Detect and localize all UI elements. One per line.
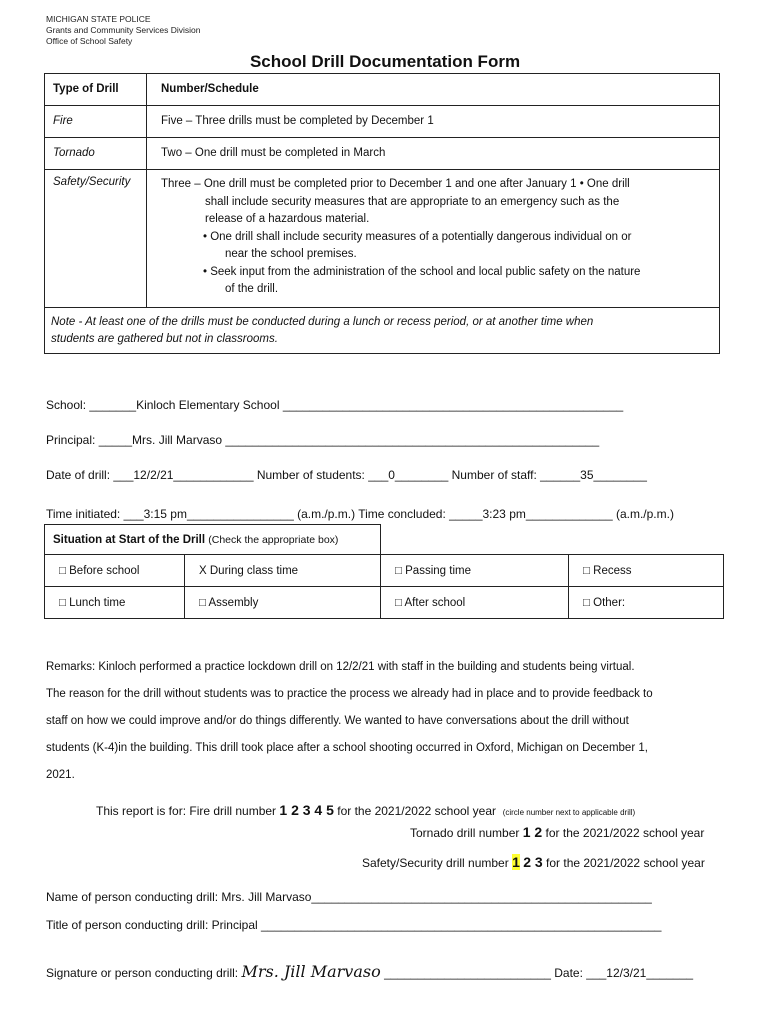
tornado-drill-report xyxy=(410,824,704,840)
tornado-row xyxy=(45,138,720,170)
security-text-line: near the school premises. xyxy=(225,248,357,260)
note-row xyxy=(45,308,720,354)
school-field[interactable]: School: _______Kinloch Elementary School ___________________________________________________ xyxy=(46,398,624,412)
form-title: School Drill Documentation Form xyxy=(249,52,521,71)
drill-note xyxy=(45,308,720,354)
security-bullet: • One drill shall include security measures of a potentially dangerous individual on or xyxy=(203,230,632,243)
after-school-checkbox[interactable]: □ After school xyxy=(381,587,569,619)
note-line: Note - At least one of the drills must be conducted during a lunch or recess period, or at another time when xyxy=(51,316,594,328)
passing-time-checkbox[interactable]: □ Passing time xyxy=(381,555,569,587)
tornado-schedule: Two – One drill must be completed in March xyxy=(147,138,720,170)
fire-drill-numbers[interactable]: 1 2 3 4 5 xyxy=(279,802,334,818)
tornado-report-label: Tornado drill number xyxy=(410,826,520,840)
recess-checkbox[interactable]: □ Recess xyxy=(569,555,724,587)
remarks-section xyxy=(46,654,726,789)
agency-header xyxy=(46,14,200,47)
security-bullet: • Seek input from the administration of the school and local public safety on the nature xyxy=(203,265,641,278)
col-schedule-header: Number/Schedule xyxy=(147,74,720,106)
security-report-suffix: for the 2021/2022 school year xyxy=(546,856,705,870)
situation-row xyxy=(45,555,724,587)
security-drill-report xyxy=(362,854,705,870)
fire-row xyxy=(45,106,720,138)
security-schedule xyxy=(147,170,720,308)
col-type-header: Type of Drill xyxy=(45,74,147,106)
tornado-report-suffix: for the 2021/2022 school year xyxy=(545,826,705,840)
remarks-line: staff on how we could improve and/or do things differently. We wanted to have conversations about the drill without xyxy=(46,715,629,727)
remarks-line: 2021. xyxy=(46,769,75,781)
security-text-line: of the drill. xyxy=(225,283,279,295)
lunch-time-checkbox[interactable]: □ Lunch time xyxy=(45,587,185,619)
signature-date-field[interactable]: _________________________ Date: ___12/3/21_______ xyxy=(384,966,694,980)
division-name: Grants and Community Services Division xyxy=(46,25,201,35)
fire-report-suffix: for the 2021/2022 school year xyxy=(337,804,497,818)
other-checkbox[interactable]: □ Other: xyxy=(569,587,724,619)
time-field[interactable]: Time initiated: ___3:15 pm________________ (a.m./p.m.) Time concluded: _____3:23 pm_____________ (a.m./p.m.) xyxy=(46,507,674,521)
conductor-title-field[interactable]: Title of person conducting drill: Principal ____________________________________________________________ xyxy=(46,918,662,932)
before-school-checkbox[interactable]: □ Before school xyxy=(45,555,185,587)
fire-report-label: This report is for: Fire drill number xyxy=(96,804,277,818)
signature-label: Signature or person conducting drill: xyxy=(46,966,239,980)
fire-type: Fire xyxy=(45,106,147,138)
note-line: students are gathered but not in classrooms. xyxy=(51,333,278,345)
during-class-checkbox[interactable]: X During class time xyxy=(185,555,381,587)
security-selected-number[interactable]: 1 xyxy=(512,854,520,870)
situation-hint: (Check the appropriate box) xyxy=(208,533,339,546)
situation-table xyxy=(44,524,724,619)
security-report-label: Safety/Security drill number xyxy=(362,856,509,870)
fire-drill-report xyxy=(96,802,635,818)
remarks-line: students (K-4)in the building. This drill took place after a school shooting occurred in Oxford, Michigan on December 1, xyxy=(46,742,648,754)
signature-row xyxy=(46,962,693,981)
tornado-drill-numbers[interactable]: 1 2 xyxy=(522,824,543,840)
situation-title: Situation at Start of the Drill xyxy=(53,533,206,546)
office-name: Office of School Safety xyxy=(46,36,133,46)
handwritten-signature: Mrs. Jill Marvaso xyxy=(241,962,381,981)
table-header-row xyxy=(45,74,720,106)
principal-field[interactable]: Principal: _____Mrs. Jill Marvaso ________________________________________________________ xyxy=(46,433,600,447)
security-text-line: shall include security measures that are appropriate to an emergency such as the xyxy=(205,195,620,208)
circle-instruction: (circle number next to applicable drill) xyxy=(502,808,636,817)
conductor-name-field[interactable]: Name of person conducting drill: Mrs. Jill Marvaso___________________________________________________ xyxy=(46,890,652,904)
fire-schedule: Five – Three drills must be completed by December 1 xyxy=(147,106,720,138)
tornado-type: Tornado xyxy=(45,138,147,170)
remarks-line: Remarks: Kinloch performed a practice lockdown drill on 12/2/21 with staff in the building and students being virtual. xyxy=(46,661,635,673)
situation-header xyxy=(45,525,381,555)
security-type: Safety/Security xyxy=(45,170,147,308)
drill-requirements-table xyxy=(44,73,720,354)
remarks-line: The reason for the drill without students was to practice the process we already had in place and to provide feedback to xyxy=(46,688,653,700)
security-text-line: release of a hazardous material. xyxy=(205,213,370,225)
security-row xyxy=(45,170,720,308)
agency-name: MICHIGAN STATE POLICE xyxy=(46,14,151,24)
date-staff-field[interactable]: Date of drill: ___12/2/21____________ Number of students: ___0________ Number of staff: ______35________ xyxy=(46,468,647,482)
security-text-line: Three – One drill must be completed prior to December 1 and one after January 1 • One drill xyxy=(161,178,630,190)
situation-row xyxy=(45,587,724,619)
situation-header-spacer xyxy=(381,525,724,555)
assembly-checkbox[interactable]: □ Assembly xyxy=(185,587,381,619)
situation-header-row xyxy=(45,525,724,555)
security-drill-numbers[interactable]: 2 3 xyxy=(523,854,543,870)
